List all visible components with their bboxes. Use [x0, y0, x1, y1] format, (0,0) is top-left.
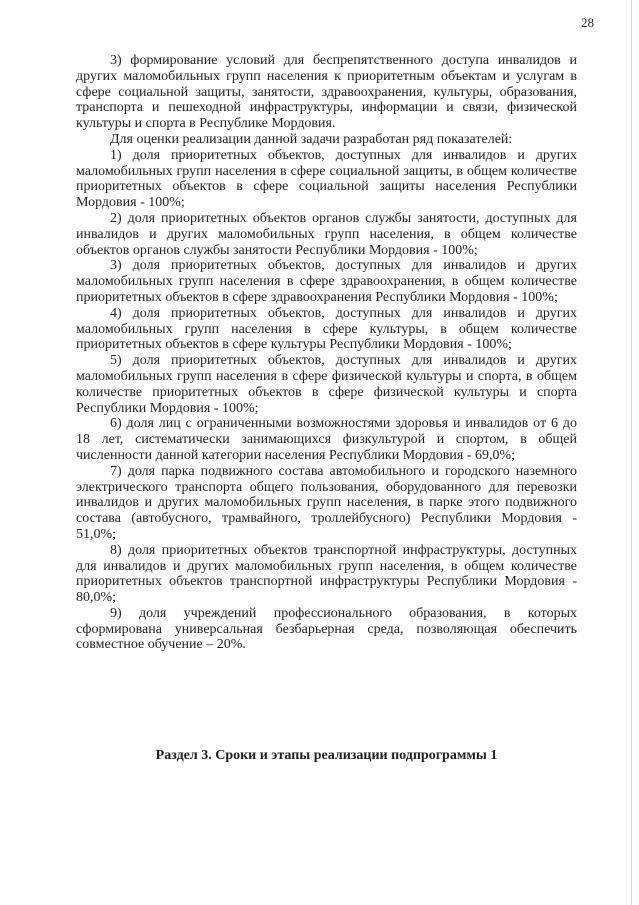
scan-edge-line	[631, 0, 632, 905]
indicator-4: 4) доля приоритетных объектов, доступных для инвалидов и других маломобильных групп населения в сфере культуры, в общем количестве приоритетных объектов в сфере культуры Республики Мордовия - 100%;	[76, 305, 577, 353]
indicator-8: 8) доля приоритетных объектов транспортной инфраструктуры, доступных для инвалидов и других маломобильных групп населения, в общем количестве приоритетных объектов транспортной инфраструктуры Республики Мордовия - 80,0%;	[76, 542, 577, 606]
indicator-5: 5) доля приоритетных объектов, доступных для инвалидов и других маломобильных групп населения в сфере физической культуры и спорта, в общем количестве приоритетных объектов в сфере физической культуры и спорта Республики Мордовия - 100%;	[76, 353, 577, 416]
indicator-7: 7) доля парка подвижного состава автомобильного и городского наземного электрического транспорта общего пользования, оборудованного для перевозки инвалидов и других маломобильных групп населения, в парке этого подвижного состава (автобусного, трамвайного, троллейбусного) Республики Мордовия - 51,0%;	[76, 463, 577, 542]
indicator-2: 2) доля приоритетных объектов органов службы занятости, доступных для инвалидов и других маломобильных групп населения, в общем количестве объектов органов службы занятости Республики Мордовия - 100%;	[76, 210, 577, 258]
paragraph-indicators-intro: Для оценки реализации данной задачи разработан ряд показателей:	[110, 131, 513, 147]
section-heading: Раздел 3. Сроки и этапы реализации подпрограммы 1	[155, 748, 498, 763]
paragraph-task-3: 3) формирование условий для беспрепятственного доступа инвалидов и других маломобильных групп населения к приоритетным объектам и услугам в сфере социальной защиты, занятости, здравоохранения, культуры, образования, транспорта и пешеходной инфраструктуры, информации и связи, физической культуры и спорта в Республике Мордовия.	[76, 53, 577, 132]
document-body	[76, 53, 577, 653]
page-number: 28	[581, 15, 594, 30]
indicator-6: 6) доля лиц с ограниченными возможностями здоровья и инвалидов от 6 до 18 лет, систематически занимающихся физкультурой и спортом, в общей численности данной категории населения Республики Мордовия - 69,0%;	[76, 416, 577, 463]
indicator-9: 9) доля учреждений профессионального образования, в которых сформирована универсальная безбарьерная среда, позволяющая обеспечить совместное обучение – 20%.	[76, 605, 577, 653]
indicator-3: 3) доля приоритетных объектов, доступных для инвалидов и других маломобильных групп населения в сфере здравоохранения, в общем количестве приоритетных объектов в сфере здравоохранения Республики Мордовия - 100%;	[76, 258, 577, 305]
indicator-1: 1) доля приоритетных объектов, доступных для инвалидов и других маломобильных групп населения в сфере социальной защиты, в общем количестве приоритетных объектов в сфере социальной защиты населения Республики Мордовия - 100%;	[76, 147, 577, 211]
